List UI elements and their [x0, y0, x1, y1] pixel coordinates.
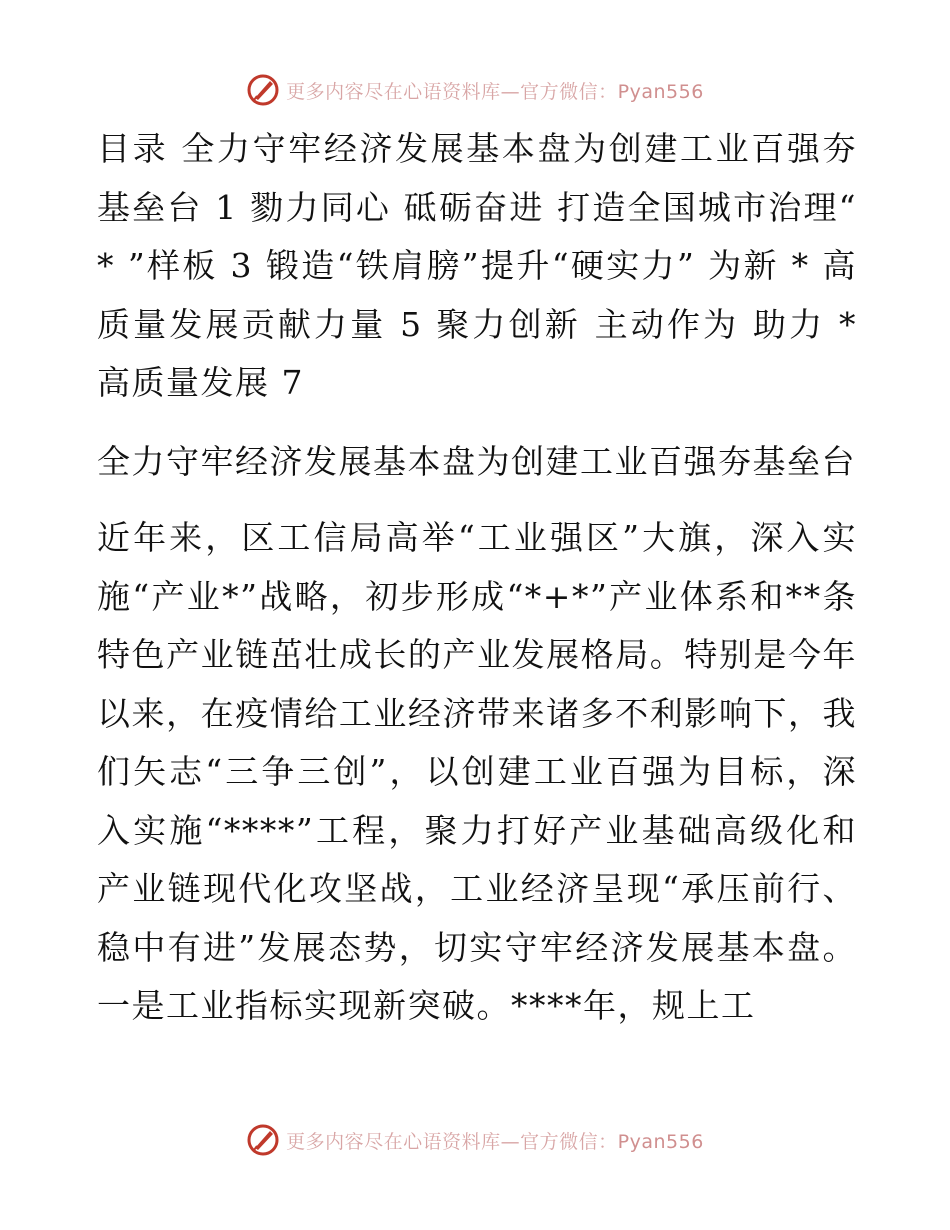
watermark-header: [0, 70, 950, 110]
watermark-text: 更多内容尽在心语资料库—官方微信：Pyan556: [286, 1130, 704, 1153]
watermark-text: 更多内容尽在心语资料库—官方微信：Pyan556: [286, 80, 704, 103]
quill-logo-icon: [246, 73, 280, 107]
document-body: [97, 120, 857, 1036]
section-heading: 全力守牢经济发展基本盘为创建工业百强夯基垒台: [97, 441, 856, 481]
watermark-footer: [0, 1120, 950, 1160]
body-paragraph: 近年来，区工信局高举“工业强区”大旗，深入实施“产业*”战略，初步形成“*+*”产业体系和**条特色产业链茁壮成长的产业发展格局。特别是今年以来，在疫情给工业经济带来诸多不利影响下，我们矢志“三争三创”，以创建工业百强为目标，深入实施“****”工程，聚力打好产业基础高级化和产业链现代化攻坚战，工业经济呈现“承压前行、稳中有进”发展态势，切实守牢经济发展基本盘。一是工业指标实现新突破。****年，规上工: [97, 518, 857, 1025]
table-of-contents: 目录 全力守牢经济发展基本盘为创建工业百强夯基垒台 1 勠力同心 砥砺奋进 打造全国城市治理“ * ”样板 3 锻造“铁肩膀”提升“硬实力” 为新 * 高质量发展贡献力量 5 聚力创新 主动作为 助力 * 高质量发展 7: [97, 129, 857, 402]
quill-logo-icon: [246, 1123, 280, 1157]
